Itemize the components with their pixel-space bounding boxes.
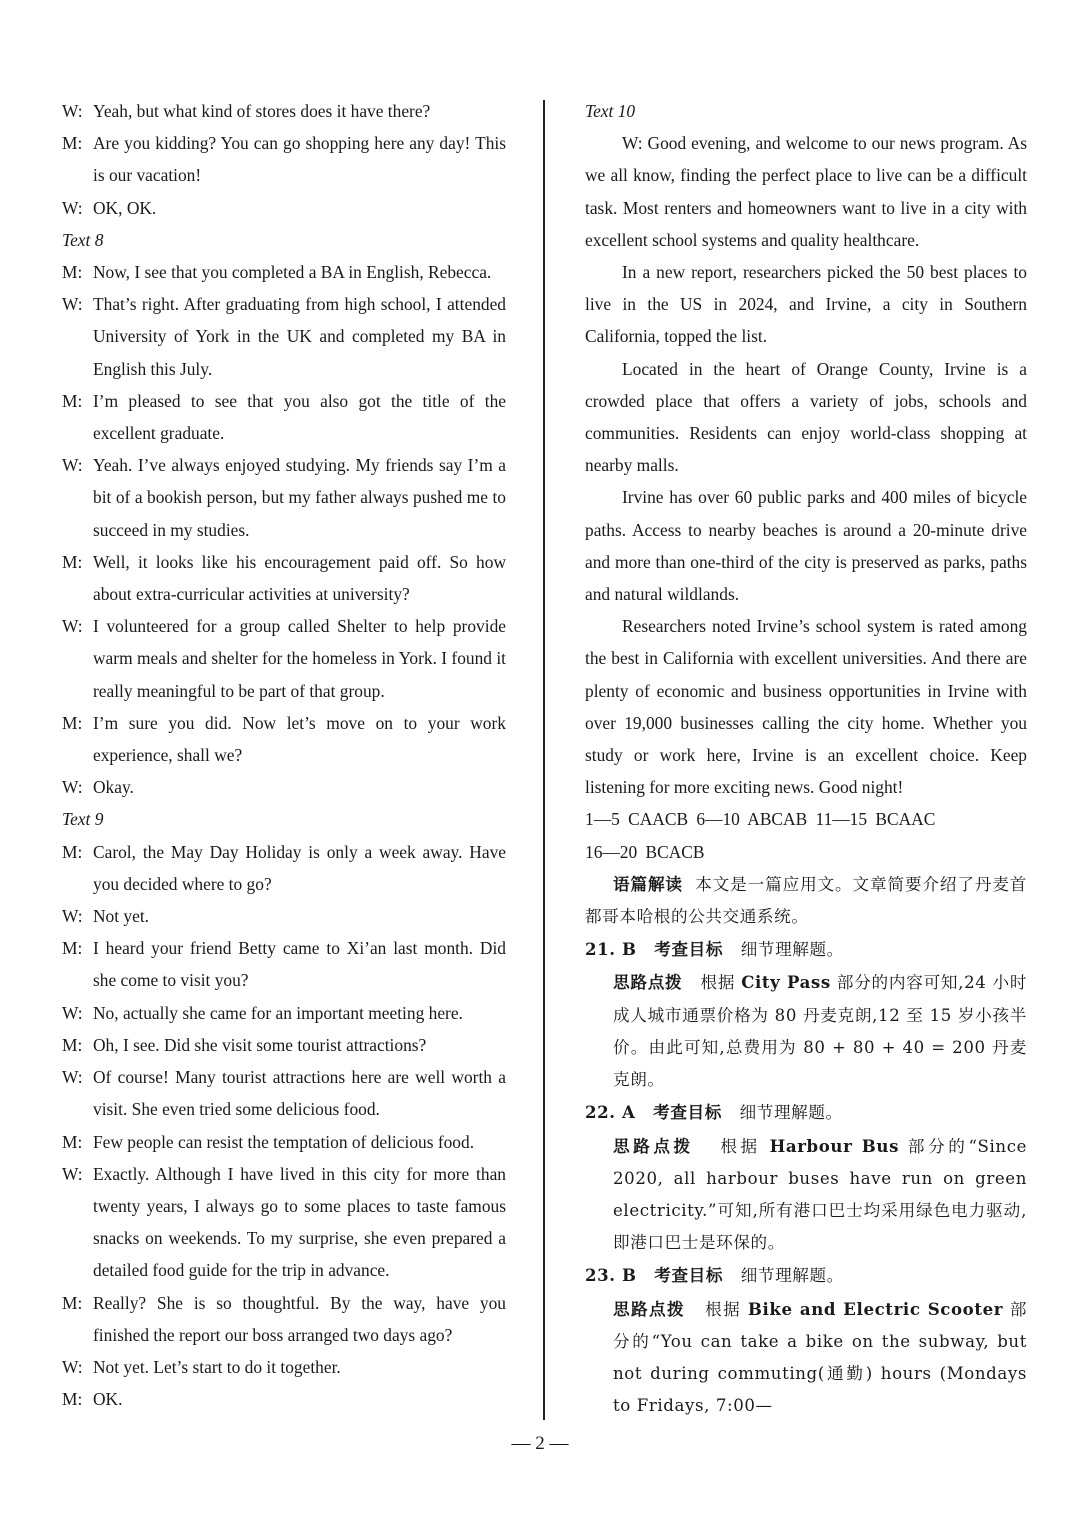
text-section-heading: Text 8 bbox=[62, 229, 104, 250]
utterance: Yeah, but what kind of stores does it have there? bbox=[93, 101, 431, 121]
dialogue-line bbox=[62, 1061, 506, 1125]
speaker-tag bbox=[62, 707, 93, 739]
speaker-tag bbox=[62, 836, 93, 868]
speaker-label: M bbox=[62, 1034, 78, 1055]
speaker-tag bbox=[62, 900, 93, 932]
speaker-label: W bbox=[62, 906, 78, 927]
utterance: Exactly. Although I have lived in this city for more than twenty years, I always go to some places to taste famous snacks on weekends. To my surprise, she even prepared a detailed food guide for the trip in advance. bbox=[93, 1163, 506, 1281]
speaker-colon: : bbox=[77, 1034, 83, 1055]
question-21-header: 21. B 考查目标 细节理解题。 bbox=[585, 939, 844, 960]
speaker-tag bbox=[62, 1287, 93, 1319]
dialogue-line bbox=[62, 192, 506, 224]
speaker-label: M bbox=[62, 262, 78, 283]
speaker-label: M bbox=[62, 1131, 78, 1152]
speaker-tag bbox=[62, 610, 93, 642]
speaker-label: W bbox=[62, 1356, 78, 1377]
news-paragraph: Researchers noted Irvine’s school system is rated among the best in California with excellent universities. And there are plenty of economic and business opportunities in Irvine with over 19,000 businesses calling the city home. Whether you study or work here, Irvine is an excellent choice. Keep listening for more exciting news. Good night! bbox=[585, 616, 1027, 798]
news-paragraph: Located in the heart of Orange County, Irvine is a crowded place that offers a variety of jobs, schools and communities. Residents can enjoy world-class shopping at nearby malls. bbox=[585, 358, 1027, 476]
dialogue-line bbox=[62, 932, 506, 996]
utterance: Not yet. Let’s start to do it together. bbox=[93, 1356, 341, 1377]
dialogue-line bbox=[62, 1287, 506, 1351]
speaker-label: W bbox=[62, 1163, 78, 1184]
text-section-heading: Text 9 bbox=[62, 809, 104, 830]
utterance: No, actually she came for an important meeting here. bbox=[93, 1002, 463, 1023]
dialogue-line bbox=[62, 900, 506, 932]
utterance: Okay. bbox=[93, 777, 134, 798]
dialogue-line bbox=[62, 95, 506, 127]
speaker-tag bbox=[62, 127, 93, 159]
speaker-tag bbox=[62, 771, 93, 803]
speaker-colon: : bbox=[77, 262, 83, 283]
speaker-colon: : bbox=[77, 1002, 83, 1023]
speaker-tag bbox=[62, 1126, 93, 1158]
utterance: Oh, I see. Did she visit some tourist attractions? bbox=[93, 1034, 427, 1055]
column-divider bbox=[543, 100, 545, 1420]
dialogue-line bbox=[62, 449, 506, 546]
news-paragraph: Irvine has over 60 public parks and 400 miles of bicycle paths. Access to nearby beaches is around a 20-minute drive and more than one-third of the city is preserved as parks, paths and natural wildlands. bbox=[585, 487, 1027, 605]
speaker-tag bbox=[62, 288, 93, 320]
dialogue-line bbox=[62, 288, 506, 385]
dialogue-line bbox=[62, 707, 506, 771]
speaker-tag bbox=[62, 997, 93, 1029]
utterance: I’m sure you did. Now let’s move on to your work experience, shall we? bbox=[93, 712, 506, 766]
speaker-tag bbox=[62, 1029, 93, 1061]
dialogue-line bbox=[62, 127, 506, 191]
speaker-colon: : bbox=[77, 390, 83, 411]
utterance: That’s right. After graduating from high school, I attended University of York in the UK and completed my BA in English this July. bbox=[93, 294, 506, 379]
dialogue-line bbox=[62, 997, 506, 1029]
page-number: — 2 — bbox=[511, 1433, 569, 1454]
speaker-label: W bbox=[62, 1067, 78, 1088]
dialogue-line bbox=[62, 256, 506, 288]
speaker-label: M bbox=[62, 551, 78, 572]
utterance: Few people can resist the temptation of delicious food. bbox=[93, 1131, 475, 1152]
speaker-label: M bbox=[62, 938, 78, 959]
utterance: Yeah. I’ve always enjoyed studying. My friends say I’m a bit of a bookish person, but my father always pushed me to succeed in my studies. bbox=[93, 455, 506, 540]
utterance: I volunteered for a group called Shelter to help provide warm meals and shelter for the homeless in York. I found it really meaningful to be part of that group. bbox=[93, 616, 506, 701]
speaker-label: W bbox=[62, 455, 78, 476]
speaker-tag bbox=[62, 1351, 93, 1383]
speaker-label: W bbox=[62, 777, 78, 798]
speaker-label: W bbox=[62, 1002, 78, 1023]
utterance: I’m pleased to see that you also got the title of the excellent graduate. bbox=[93, 390, 506, 444]
speaker-tag bbox=[62, 192, 93, 224]
utterance: OK, OK. bbox=[93, 197, 157, 218]
utterance: Of course! Many tourist attractions here are well worth a visit. She even tried some delicious food. bbox=[93, 1067, 506, 1120]
utterance: Not yet. bbox=[93, 906, 150, 927]
question-23-hint: 思路点拨 根据 Bike and Electric Scooter 部分的“You can take a bike on the subway, but not during commuting(通勤) hours (Mondays to Fridays, 7:00— bbox=[613, 1298, 1028, 1416]
speaker-tag bbox=[62, 1061, 93, 1093]
speaker-tag bbox=[62, 932, 93, 964]
speaker-colon: : bbox=[77, 1067, 83, 1088]
question-22-header: 22. A 考查目标 细节理解题。 bbox=[585, 1102, 843, 1123]
question-22-hint: 思路点拨 根据 Harbour Bus 部分的“Since 2020, all harbour buses have run on green electricity.”可知,所有港口巴士均采用绿色电力驱动,即港口巴士是环保的。 bbox=[613, 1135, 1028, 1253]
utterance: Well, it looks like his encouragement paid off. So how about extra-curricular activities at university? bbox=[93, 551, 506, 605]
speaker-label: W bbox=[62, 616, 78, 637]
speaker-tag bbox=[62, 256, 93, 288]
speaker-colon: : bbox=[77, 294, 83, 315]
passage-analysis bbox=[585, 868, 1027, 933]
speaker-colon: : bbox=[77, 101, 83, 121]
text10-heading: Text 10 bbox=[585, 101, 636, 121]
speaker-colon: : bbox=[77, 1389, 83, 1410]
dialogue-line bbox=[62, 1126, 506, 1158]
utterance: Are you kidding? You can go shopping here any day! This is our vacation! bbox=[93, 133, 506, 186]
speaker-colon: : bbox=[77, 906, 83, 927]
utterance: OK. bbox=[93, 1389, 123, 1410]
speaker-tag bbox=[62, 546, 93, 578]
dialogue-line bbox=[62, 1383, 506, 1415]
left-column bbox=[62, 95, 506, 1415]
utterance: Now, I see that you completed a BA in English, Rebecca. bbox=[93, 262, 492, 283]
speaker-colon: : bbox=[77, 777, 83, 798]
answer-key-line: 1—5 CAACB 6—10 ABCAB 11—15 BCAAC bbox=[585, 809, 936, 830]
speaker-colon: : bbox=[77, 938, 83, 959]
speaker-label: M bbox=[62, 1292, 78, 1313]
speaker-colon: : bbox=[77, 712, 83, 733]
speaker-colon: : bbox=[77, 1131, 83, 1152]
news-paragraph: W: Good evening, and welcome to our news program. As we all know, finding the perfect place to live can be a difficult task. Most renters and homeowners want to live in a city with excellent school systems and quality healthcare. bbox=[585, 133, 1027, 250]
speaker-label: M bbox=[62, 133, 78, 154]
dialogue-line bbox=[62, 771, 506, 803]
dialogue-line bbox=[62, 546, 506, 610]
speaker-colon: : bbox=[77, 616, 83, 637]
dialogue-line bbox=[62, 1351, 506, 1383]
news-paragraph: In a new report, researchers picked the 50 best places to live in the US in 2024, and Irvine, a city in Southern California, topped the list. bbox=[585, 262, 1027, 347]
speaker-tag bbox=[62, 1383, 93, 1415]
dialogue-line bbox=[62, 1158, 506, 1287]
speaker-colon: : bbox=[77, 1163, 83, 1184]
speaker-label: M bbox=[62, 390, 78, 411]
speaker-tag bbox=[62, 385, 93, 417]
dialogue-line bbox=[62, 836, 506, 900]
right-column bbox=[585, 95, 1027, 1422]
utterance: Carol, the May Day Holiday is only a week away. Have you decided where to go? bbox=[93, 841, 506, 894]
speaker-colon: : bbox=[77, 133, 83, 154]
speaker-label: W bbox=[62, 294, 78, 315]
dialogue-line bbox=[62, 1029, 506, 1061]
speaker-label: W bbox=[62, 197, 78, 218]
question-21-hint: 思路点拨 根据 City Pass 部分的内容可知,24 小时成人城市通票价格为 80 丹麦克朗,12 至 15 岁小孩半价。由此可知,总费用为 80 + 80 + 40 = 200 丹麦克朗。 bbox=[613, 972, 1028, 1090]
dialogue-line bbox=[62, 610, 506, 707]
answer-key-line: 16—20 BCACB bbox=[585, 841, 705, 862]
speaker-label: M bbox=[62, 841, 78, 862]
speaker-tag bbox=[62, 1158, 93, 1190]
speaker-colon: : bbox=[77, 197, 83, 218]
speaker-tag bbox=[62, 449, 93, 481]
speaker-colon: : bbox=[77, 1292, 83, 1313]
speaker-label: M bbox=[62, 1389, 78, 1410]
speaker-label: M bbox=[62, 712, 78, 733]
speaker-tag bbox=[62, 95, 93, 127]
passage-text: 本文是一篇应用文。文章简要介绍了丹麦首都哥本哈根的公共交通系统。 bbox=[585, 874, 1028, 927]
speaker-colon: : bbox=[77, 455, 83, 476]
utterance: Really? She is so thoughtful. By the way, have you finished the report our boss arranged two days ago? bbox=[93, 1292, 506, 1345]
speaker-label: W bbox=[62, 101, 78, 121]
speaker-colon: : bbox=[77, 551, 83, 572]
speaker-colon: : bbox=[77, 1356, 83, 1377]
passage-label: 语篇解读 bbox=[613, 873, 683, 894]
utterance: I heard your friend Betty came to Xi’an last month. Did she come to visit you? bbox=[93, 938, 506, 991]
speaker-colon: : bbox=[77, 841, 83, 862]
question-23-header: 23. B 考查目标 细节理解题。 bbox=[585, 1265, 844, 1286]
dialogue-line bbox=[62, 385, 506, 449]
